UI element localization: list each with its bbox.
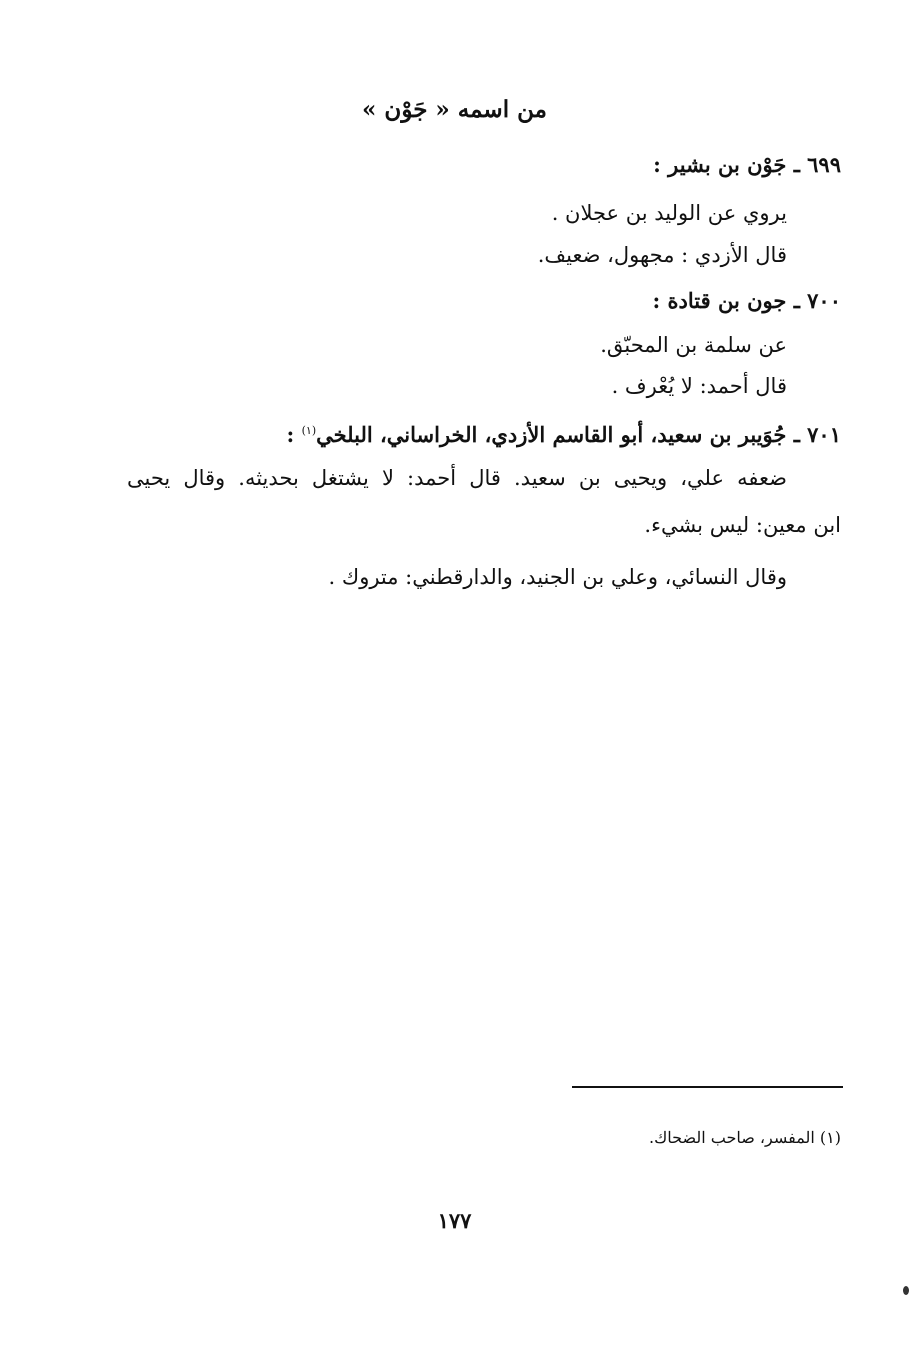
entry-line: عن سلمة بن المحبّق.	[600, 333, 787, 357]
entry-line: قال أحمد: لا يُعْرف .	[611, 374, 787, 398]
entry-line: وقال النسائي، وعلي بن الجنيد، والدارقطني: متروك .	[328, 565, 787, 589]
entry-heading-699: ٦٩٩ ـ جَوْن بن بشير :	[653, 152, 841, 177]
footnote-separator	[572, 1086, 843, 1088]
entry-line: ابن معين: ليس بشيء.	[644, 513, 841, 537]
footnote-reference: (١)	[301, 424, 317, 437]
page-number: ١٧٧	[437, 1208, 472, 1233]
entry-heading-tail: :	[286, 422, 302, 447]
scan-mark	[903, 1286, 909, 1295]
footnote: (١) المفسر، صاحب الضحاك.	[648, 1128, 841, 1147]
entry-heading-701	[287, 416, 841, 450]
entry-heading-text: ٧٠١ ـ جُوَيبر بن سعيد، أبو القاسم الأزدي، الخراساني، البلخي	[316, 422, 841, 447]
entry-heading-700: ٧٠٠ ـ جون بن قتادة :	[652, 288, 841, 313]
entry-line: ضعفه علي، ويحيى بن سعيد. قال أحمد: لا يشتغل بحديثه. وقال يحيى	[127, 466, 787, 490]
chapter-heading: من اسمه « جَوْن »	[362, 96, 547, 123]
entry-line: يروي عن الوليد بن عجلان .	[551, 201, 787, 225]
entry-line: قال الأزدي : مجهول، ضعيف.	[537, 243, 787, 267]
